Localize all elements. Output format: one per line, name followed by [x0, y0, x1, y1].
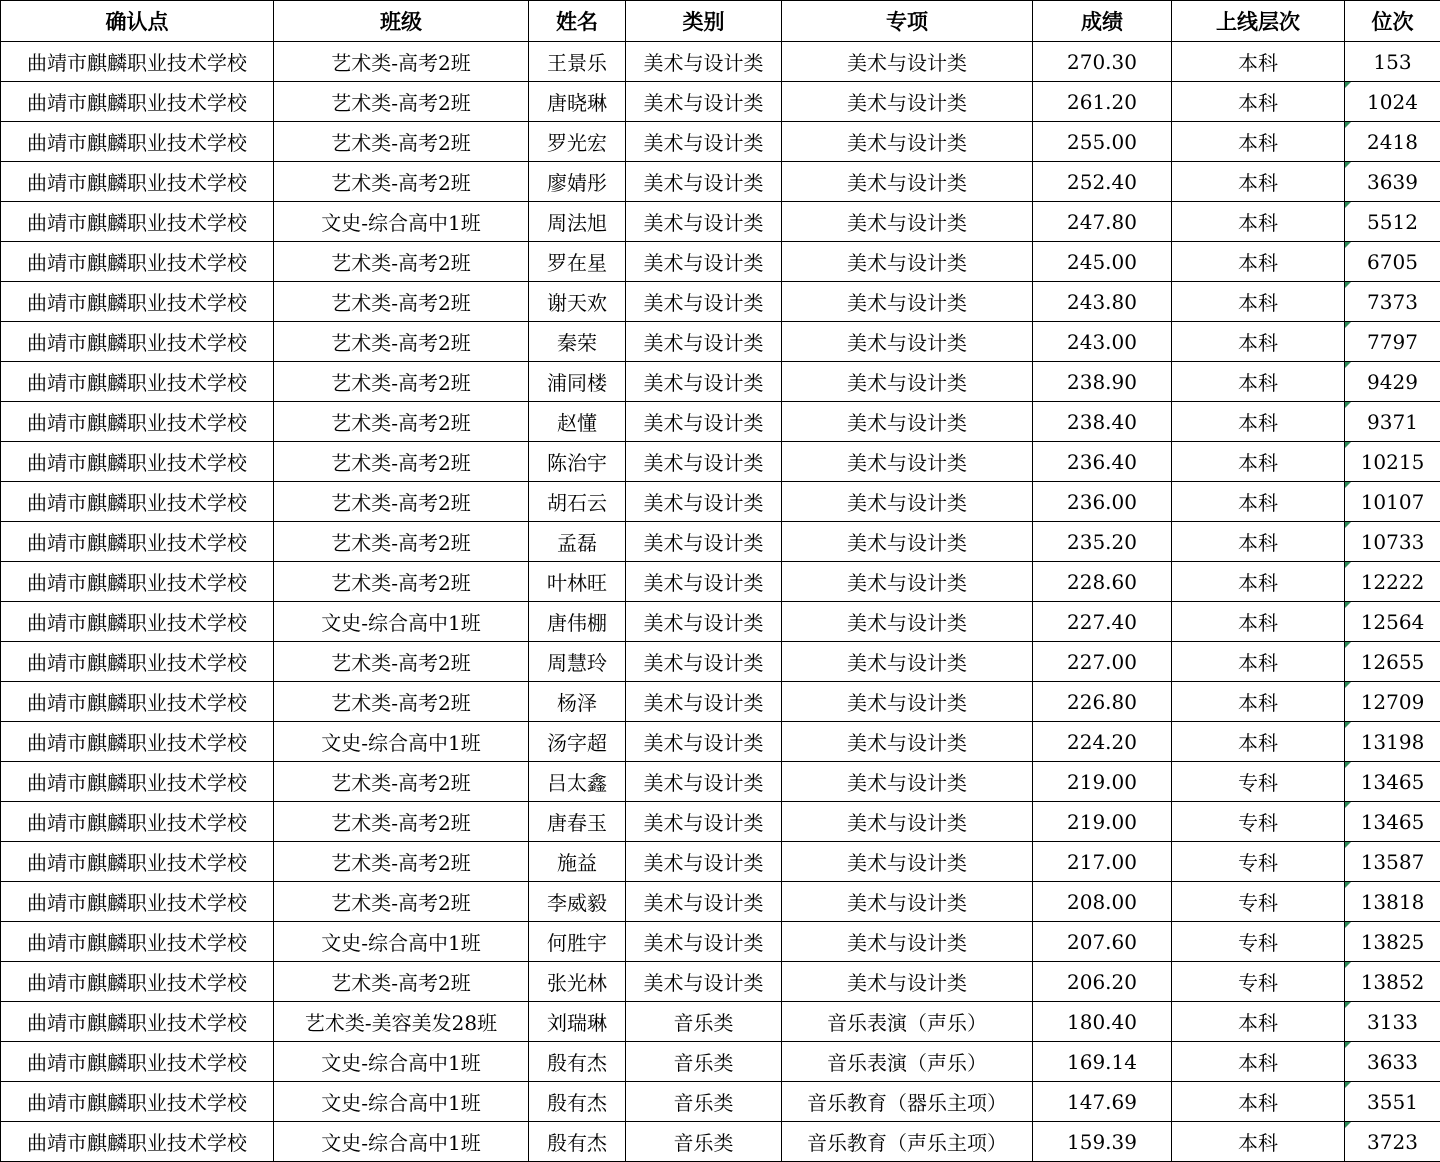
cell-confirm-point: 曲靖市麒麟职业技术学校 — [1, 162, 274, 202]
column-header-category: 类别 — [626, 1, 782, 42]
cell-level: 专科 — [1172, 962, 1345, 1002]
cell-class: 艺术类-高考2班 — [274, 122, 529, 162]
cell-category: 美术与设计类 — [626, 962, 782, 1002]
cell-confirm-point: 曲靖市麒麟职业技术学校 — [1, 842, 274, 882]
cell-score: 217.00 — [1033, 842, 1172, 882]
cell-rank: 10107 — [1345, 482, 1440, 522]
cell-score: 238.90 — [1033, 362, 1172, 402]
cell-category: 音乐类 — [626, 1082, 782, 1122]
cell-specialty: 美术与设计类 — [782, 482, 1033, 522]
cell-class: 艺术类-高考2班 — [274, 522, 529, 562]
table-row — [1, 1082, 1440, 1122]
cell-score: 206.20 — [1033, 962, 1172, 1002]
cell-category: 美术与设计类 — [626, 762, 782, 802]
cell-rank: 6705 — [1345, 242, 1440, 282]
table-row — [1, 722, 1440, 762]
cell-category: 美术与设计类 — [626, 162, 782, 202]
table-row — [1, 282, 1440, 322]
cell-confirm-point: 曲靖市麒麟职业技术学校 — [1, 482, 274, 522]
table-row — [1, 42, 1440, 82]
table-row — [1, 1122, 1440, 1162]
cell-name: 李威毅 — [529, 882, 626, 922]
cell-name: 谢天欢 — [529, 282, 626, 322]
cell-score: 252.40 — [1033, 162, 1172, 202]
cell-score: 245.00 — [1033, 242, 1172, 282]
cell-category: 美术与设计类 — [626, 562, 782, 602]
cell-name: 何胜宇 — [529, 922, 626, 962]
cell-rank: 13587 — [1345, 842, 1440, 882]
cell-score: 235.20 — [1033, 522, 1172, 562]
cell-score: 226.80 — [1033, 682, 1172, 722]
cell-name: 唐伟棚 — [529, 602, 626, 642]
cell-confirm-point: 曲靖市麒麟职业技术学校 — [1, 602, 274, 642]
cell-specialty: 美术与设计类 — [782, 402, 1033, 442]
cell-name: 罗在星 — [529, 242, 626, 282]
cell-confirm-point: 曲靖市麒麟职业技术学校 — [1, 202, 274, 242]
cell-rank: 13465 — [1345, 802, 1440, 842]
cell-level: 本科 — [1172, 482, 1345, 522]
cell-rank: 13825 — [1345, 922, 1440, 962]
cell-confirm-point: 曲靖市麒麟职业技术学校 — [1, 1002, 274, 1042]
cell-level: 本科 — [1172, 282, 1345, 322]
cell-specialty: 美术与设计类 — [782, 122, 1033, 162]
column-header-specialty: 专项 — [782, 1, 1033, 42]
cell-rank: 13852 — [1345, 962, 1440, 1002]
cell-level: 本科 — [1172, 42, 1345, 82]
cell-class: 文史-综合高中1班 — [274, 1122, 529, 1162]
cell-class: 艺术类-高考2班 — [274, 322, 529, 362]
cell-name: 廖婧彤 — [529, 162, 626, 202]
cell-class: 文史-综合高中1班 — [274, 922, 529, 962]
cell-confirm-point: 曲靖市麒麟职业技术学校 — [1, 402, 274, 442]
cell-score: 236.40 — [1033, 442, 1172, 482]
cell-name: 陈治宇 — [529, 442, 626, 482]
cell-score: 224.20 — [1033, 722, 1172, 762]
cell-rank: 12709 — [1345, 682, 1440, 722]
cell-score: 228.60 — [1033, 562, 1172, 602]
cell-level: 专科 — [1172, 762, 1345, 802]
cell-name: 吕太鑫 — [529, 762, 626, 802]
cell-class: 艺术类-高考2班 — [274, 682, 529, 722]
cell-score: 243.80 — [1033, 282, 1172, 322]
cell-score: 236.00 — [1033, 482, 1172, 522]
column-header-level: 上线层次 — [1172, 1, 1345, 42]
cell-name: 秦荣 — [529, 322, 626, 362]
cell-score: 261.20 — [1033, 82, 1172, 122]
cell-name: 周法旭 — [529, 202, 626, 242]
cell-name: 刘瑞琳 — [529, 1002, 626, 1042]
cell-level: 专科 — [1172, 802, 1345, 842]
cell-rank: 3723 — [1345, 1122, 1440, 1162]
cell-confirm-point: 曲靖市麒麟职业技术学校 — [1, 962, 274, 1002]
cell-level: 本科 — [1172, 362, 1345, 402]
table-row — [1, 202, 1440, 242]
table-row — [1, 962, 1440, 1002]
table-row — [1, 442, 1440, 482]
cell-name: 赵懂 — [529, 402, 626, 442]
cell-score: 219.00 — [1033, 762, 1172, 802]
column-header-name: 姓名 — [529, 1, 626, 42]
cell-rank: 10733 — [1345, 522, 1440, 562]
table-row — [1, 602, 1440, 642]
cell-level: 本科 — [1172, 1002, 1345, 1042]
cell-class: 艺术类-高考2班 — [274, 802, 529, 842]
header-row — [1, 1, 1440, 42]
table-row — [1, 682, 1440, 722]
cell-rank: 9371 — [1345, 402, 1440, 442]
cell-class: 文史-综合高中1班 — [274, 722, 529, 762]
cell-name: 殷有杰 — [529, 1082, 626, 1122]
cell-confirm-point: 曲靖市麒麟职业技术学校 — [1, 802, 274, 842]
cell-category: 美术与设计类 — [626, 402, 782, 442]
cell-class: 文史-综合高中1班 — [274, 1082, 529, 1122]
cell-level: 本科 — [1172, 1082, 1345, 1122]
cell-rank: 2418 — [1345, 122, 1440, 162]
cell-rank: 3551 — [1345, 1082, 1440, 1122]
cell-name: 殷有杰 — [529, 1042, 626, 1082]
cell-category: 美术与设计类 — [626, 842, 782, 882]
cell-confirm-point: 曲靖市麒麟职业技术学校 — [1, 362, 274, 402]
cell-category: 美术与设计类 — [626, 882, 782, 922]
cell-category: 美术与设计类 — [626, 722, 782, 762]
cell-level: 本科 — [1172, 522, 1345, 562]
cell-category: 美术与设计类 — [626, 482, 782, 522]
cell-specialty: 美术与设计类 — [782, 322, 1033, 362]
table-row — [1, 882, 1440, 922]
cell-category: 美术与设计类 — [626, 362, 782, 402]
cell-level: 本科 — [1172, 682, 1345, 722]
cell-specialty: 美术与设计类 — [782, 642, 1033, 682]
cell-rank: 12655 — [1345, 642, 1440, 682]
cell-specialty: 美术与设计类 — [782, 882, 1033, 922]
cell-specialty: 美术与设计类 — [782, 922, 1033, 962]
cell-rank: 3639 — [1345, 162, 1440, 202]
cell-confirm-point: 曲靖市麒麟职业技术学校 — [1, 682, 274, 722]
cell-name: 殷有杰 — [529, 1122, 626, 1162]
cell-level: 专科 — [1172, 922, 1345, 962]
cell-category: 美术与设计类 — [626, 602, 782, 642]
table-row — [1, 322, 1440, 362]
cell-rank: 7373 — [1345, 282, 1440, 322]
cell-class: 艺术类-高考2班 — [274, 842, 529, 882]
cell-level: 本科 — [1172, 442, 1345, 482]
cell-class: 艺术类-高考2班 — [274, 762, 529, 802]
table-row — [1, 802, 1440, 842]
table-row — [1, 922, 1440, 962]
table-row — [1, 842, 1440, 882]
cell-class: 艺术类-高考2班 — [274, 962, 529, 1002]
cell-confirm-point: 曲靖市麒麟职业技术学校 — [1, 762, 274, 802]
cell-specialty: 美术与设计类 — [782, 202, 1033, 242]
cell-score: 227.00 — [1033, 642, 1172, 682]
cell-rank: 12222 — [1345, 562, 1440, 602]
cell-rank: 13465 — [1345, 762, 1440, 802]
cell-score: 169.14 — [1033, 1042, 1172, 1082]
cell-category: 音乐类 — [626, 1042, 782, 1082]
cell-specialty: 美术与设计类 — [782, 842, 1033, 882]
cell-confirm-point: 曲靖市麒麟职业技术学校 — [1, 562, 274, 602]
table-row — [1, 402, 1440, 442]
column-header-confirm-point: 确认点 — [1, 1, 274, 42]
cell-rank: 13818 — [1345, 882, 1440, 922]
cell-score: 227.40 — [1033, 602, 1172, 642]
cell-class: 艺术类-高考2班 — [274, 562, 529, 602]
cell-specialty: 音乐教育（声乐主项） — [782, 1122, 1033, 1162]
table-row — [1, 82, 1440, 122]
cell-class: 文史-综合高中1班 — [274, 202, 529, 242]
cell-score: 255.00 — [1033, 122, 1172, 162]
cell-specialty: 美术与设计类 — [782, 802, 1033, 842]
cell-level: 本科 — [1172, 602, 1345, 642]
cell-level: 本科 — [1172, 162, 1345, 202]
cell-rank: 9429 — [1345, 362, 1440, 402]
cell-category: 美术与设计类 — [626, 522, 782, 562]
cell-specialty: 美术与设计类 — [782, 682, 1033, 722]
cell-confirm-point: 曲靖市麒麟职业技术学校 — [1, 82, 274, 122]
cell-rank: 13198 — [1345, 722, 1440, 762]
cell-level: 本科 — [1172, 402, 1345, 442]
cell-rank: 3133 — [1345, 1002, 1440, 1042]
cell-confirm-point: 曲靖市麒麟职业技术学校 — [1, 642, 274, 682]
cell-class: 艺术类-高考2班 — [274, 242, 529, 282]
cell-specialty: 美术与设计类 — [782, 242, 1033, 282]
cell-score: 238.40 — [1033, 402, 1172, 442]
cell-category: 美术与设计类 — [626, 42, 782, 82]
cell-level: 本科 — [1172, 642, 1345, 682]
cell-category: 美术与设计类 — [626, 802, 782, 842]
cell-confirm-point: 曲靖市麒麟职业技术学校 — [1, 282, 274, 322]
cell-category: 美术与设计类 — [626, 922, 782, 962]
table-body — [1, 42, 1440, 1162]
cell-class: 艺术类-高考2班 — [274, 42, 529, 82]
cell-rank: 10215 — [1345, 442, 1440, 482]
column-header-rank: 位次 — [1345, 1, 1440, 42]
cell-level: 本科 — [1172, 1122, 1345, 1162]
cell-confirm-point: 曲靖市麒麟职业技术学校 — [1, 442, 274, 482]
cell-category: 美术与设计类 — [626, 282, 782, 322]
cell-name: 唐春玉 — [529, 802, 626, 842]
table-row — [1, 1002, 1440, 1042]
table-row — [1, 522, 1440, 562]
cell-name: 孟磊 — [529, 522, 626, 562]
cell-score: 219.00 — [1033, 802, 1172, 842]
cell-category: 美术与设计类 — [626, 82, 782, 122]
table-row — [1, 242, 1440, 282]
cell-specialty: 音乐教育（器乐主项） — [782, 1082, 1033, 1122]
cell-level: 专科 — [1172, 842, 1345, 882]
cell-rank: 5512 — [1345, 202, 1440, 242]
cell-specialty: 美术与设计类 — [782, 962, 1033, 1002]
table-header — [1, 1, 1440, 42]
cell-level: 本科 — [1172, 722, 1345, 762]
cell-class: 艺术类-高考2班 — [274, 442, 529, 482]
cell-name: 唐晓琳 — [529, 82, 626, 122]
cell-class: 艺术类-高考2班 — [274, 162, 529, 202]
cell-specialty: 美术与设计类 — [782, 562, 1033, 602]
table-row — [1, 1042, 1440, 1082]
cell-confirm-point: 曲靖市麒麟职业技术学校 — [1, 1122, 274, 1162]
cell-confirm-point: 曲靖市麒麟职业技术学校 — [1, 1042, 274, 1082]
cell-confirm-point: 曲靖市麒麟职业技术学校 — [1, 522, 274, 562]
cell-score: 207.60 — [1033, 922, 1172, 962]
table-row — [1, 162, 1440, 202]
cell-rank: 7797 — [1345, 322, 1440, 362]
cell-rank: 1024 — [1345, 82, 1440, 122]
cell-specialty: 美术与设计类 — [782, 162, 1033, 202]
cell-level: 本科 — [1172, 82, 1345, 122]
cell-score: 180.40 — [1033, 1002, 1172, 1042]
cell-specialty: 美术与设计类 — [782, 722, 1033, 762]
cell-category: 美术与设计类 — [626, 642, 782, 682]
cell-level: 本科 — [1172, 1042, 1345, 1082]
cell-score: 270.30 — [1033, 42, 1172, 82]
cell-score: 208.00 — [1033, 882, 1172, 922]
cell-name: 施益 — [529, 842, 626, 882]
cell-specialty: 美术与设计类 — [782, 522, 1033, 562]
cell-level: 专科 — [1172, 882, 1345, 922]
cell-class: 艺术类-高考2班 — [274, 82, 529, 122]
cell-specialty: 美术与设计类 — [782, 602, 1033, 642]
cell-name: 周慧玲 — [529, 642, 626, 682]
cell-confirm-point: 曲靖市麒麟职业技术学校 — [1, 322, 274, 362]
cell-category: 美术与设计类 — [626, 442, 782, 482]
table-row — [1, 362, 1440, 402]
cell-confirm-point: 曲靖市麒麟职业技术学校 — [1, 882, 274, 922]
table-row — [1, 482, 1440, 522]
cell-category: 美术与设计类 — [626, 242, 782, 282]
cell-name: 浦同楼 — [529, 362, 626, 402]
cell-name: 胡石云 — [529, 482, 626, 522]
cell-specialty: 美术与设计类 — [782, 282, 1033, 322]
cell-class: 文史-综合高中1班 — [274, 1042, 529, 1082]
cell-score: 159.39 — [1033, 1122, 1172, 1162]
cell-specialty: 音乐表演（声乐） — [782, 1002, 1033, 1042]
cell-specialty: 美术与设计类 — [782, 762, 1033, 802]
cell-score: 147.69 — [1033, 1082, 1172, 1122]
cell-name: 汤字超 — [529, 722, 626, 762]
cell-specialty: 音乐表演（声乐） — [782, 1042, 1033, 1082]
cell-confirm-point: 曲靖市麒麟职业技术学校 — [1, 42, 274, 82]
cell-name: 杨泽 — [529, 682, 626, 722]
cell-class: 艺术类-高考2班 — [274, 882, 529, 922]
cell-level: 本科 — [1172, 122, 1345, 162]
table-row — [1, 122, 1440, 162]
cell-confirm-point: 曲靖市麒麟职业技术学校 — [1, 242, 274, 282]
cell-rank: 3633 — [1345, 1042, 1440, 1082]
cell-name: 王景乐 — [529, 42, 626, 82]
table-row — [1, 762, 1440, 802]
cell-confirm-point: 曲靖市麒麟职业技术学校 — [1, 122, 274, 162]
cell-class: 艺术类-高考2班 — [274, 402, 529, 442]
column-header-score: 成绩 — [1033, 1, 1172, 42]
cell-name: 罗光宏 — [529, 122, 626, 162]
cell-specialty: 美术与设计类 — [782, 442, 1033, 482]
cell-class: 艺术类-高考2班 — [274, 482, 529, 522]
cell-confirm-point: 曲靖市麒麟职业技术学校 — [1, 1082, 274, 1122]
cell-name: 张光林 — [529, 962, 626, 1002]
cell-class: 艺术类-高考2班 — [274, 642, 529, 682]
cell-specialty: 美术与设计类 — [782, 42, 1033, 82]
cell-score: 247.80 — [1033, 202, 1172, 242]
cell-name: 叶林旺 — [529, 562, 626, 602]
cell-confirm-point: 曲靖市麒麟职业技术学校 — [1, 922, 274, 962]
cell-level: 本科 — [1172, 242, 1345, 282]
cell-category: 美术与设计类 — [626, 122, 782, 162]
cell-level: 本科 — [1172, 322, 1345, 362]
table-row — [1, 642, 1440, 682]
cell-class: 文史-综合高中1班 — [274, 602, 529, 642]
cell-specialty: 美术与设计类 — [782, 82, 1033, 122]
cell-rank: 12564 — [1345, 602, 1440, 642]
cell-confirm-point: 曲靖市麒麟职业技术学校 — [1, 722, 274, 762]
cell-category: 美术与设计类 — [626, 322, 782, 362]
cell-score: 243.00 — [1033, 322, 1172, 362]
cell-level: 本科 — [1172, 202, 1345, 242]
cell-category: 音乐类 — [626, 1002, 782, 1042]
column-header-class: 班级 — [274, 1, 529, 42]
cell-category: 美术与设计类 — [626, 682, 782, 722]
cell-category: 美术与设计类 — [626, 202, 782, 242]
cell-class: 艺术类-高考2班 — [274, 362, 529, 402]
cell-class: 艺术类-美容美发28班 — [274, 1002, 529, 1042]
table-row — [1, 562, 1440, 602]
cell-level: 本科 — [1172, 562, 1345, 602]
cell-class: 艺术类-高考2班 — [274, 282, 529, 322]
cell-specialty: 美术与设计类 — [782, 362, 1033, 402]
cell-category: 音乐类 — [626, 1122, 782, 1162]
cell-rank: 153 — [1345, 42, 1440, 82]
